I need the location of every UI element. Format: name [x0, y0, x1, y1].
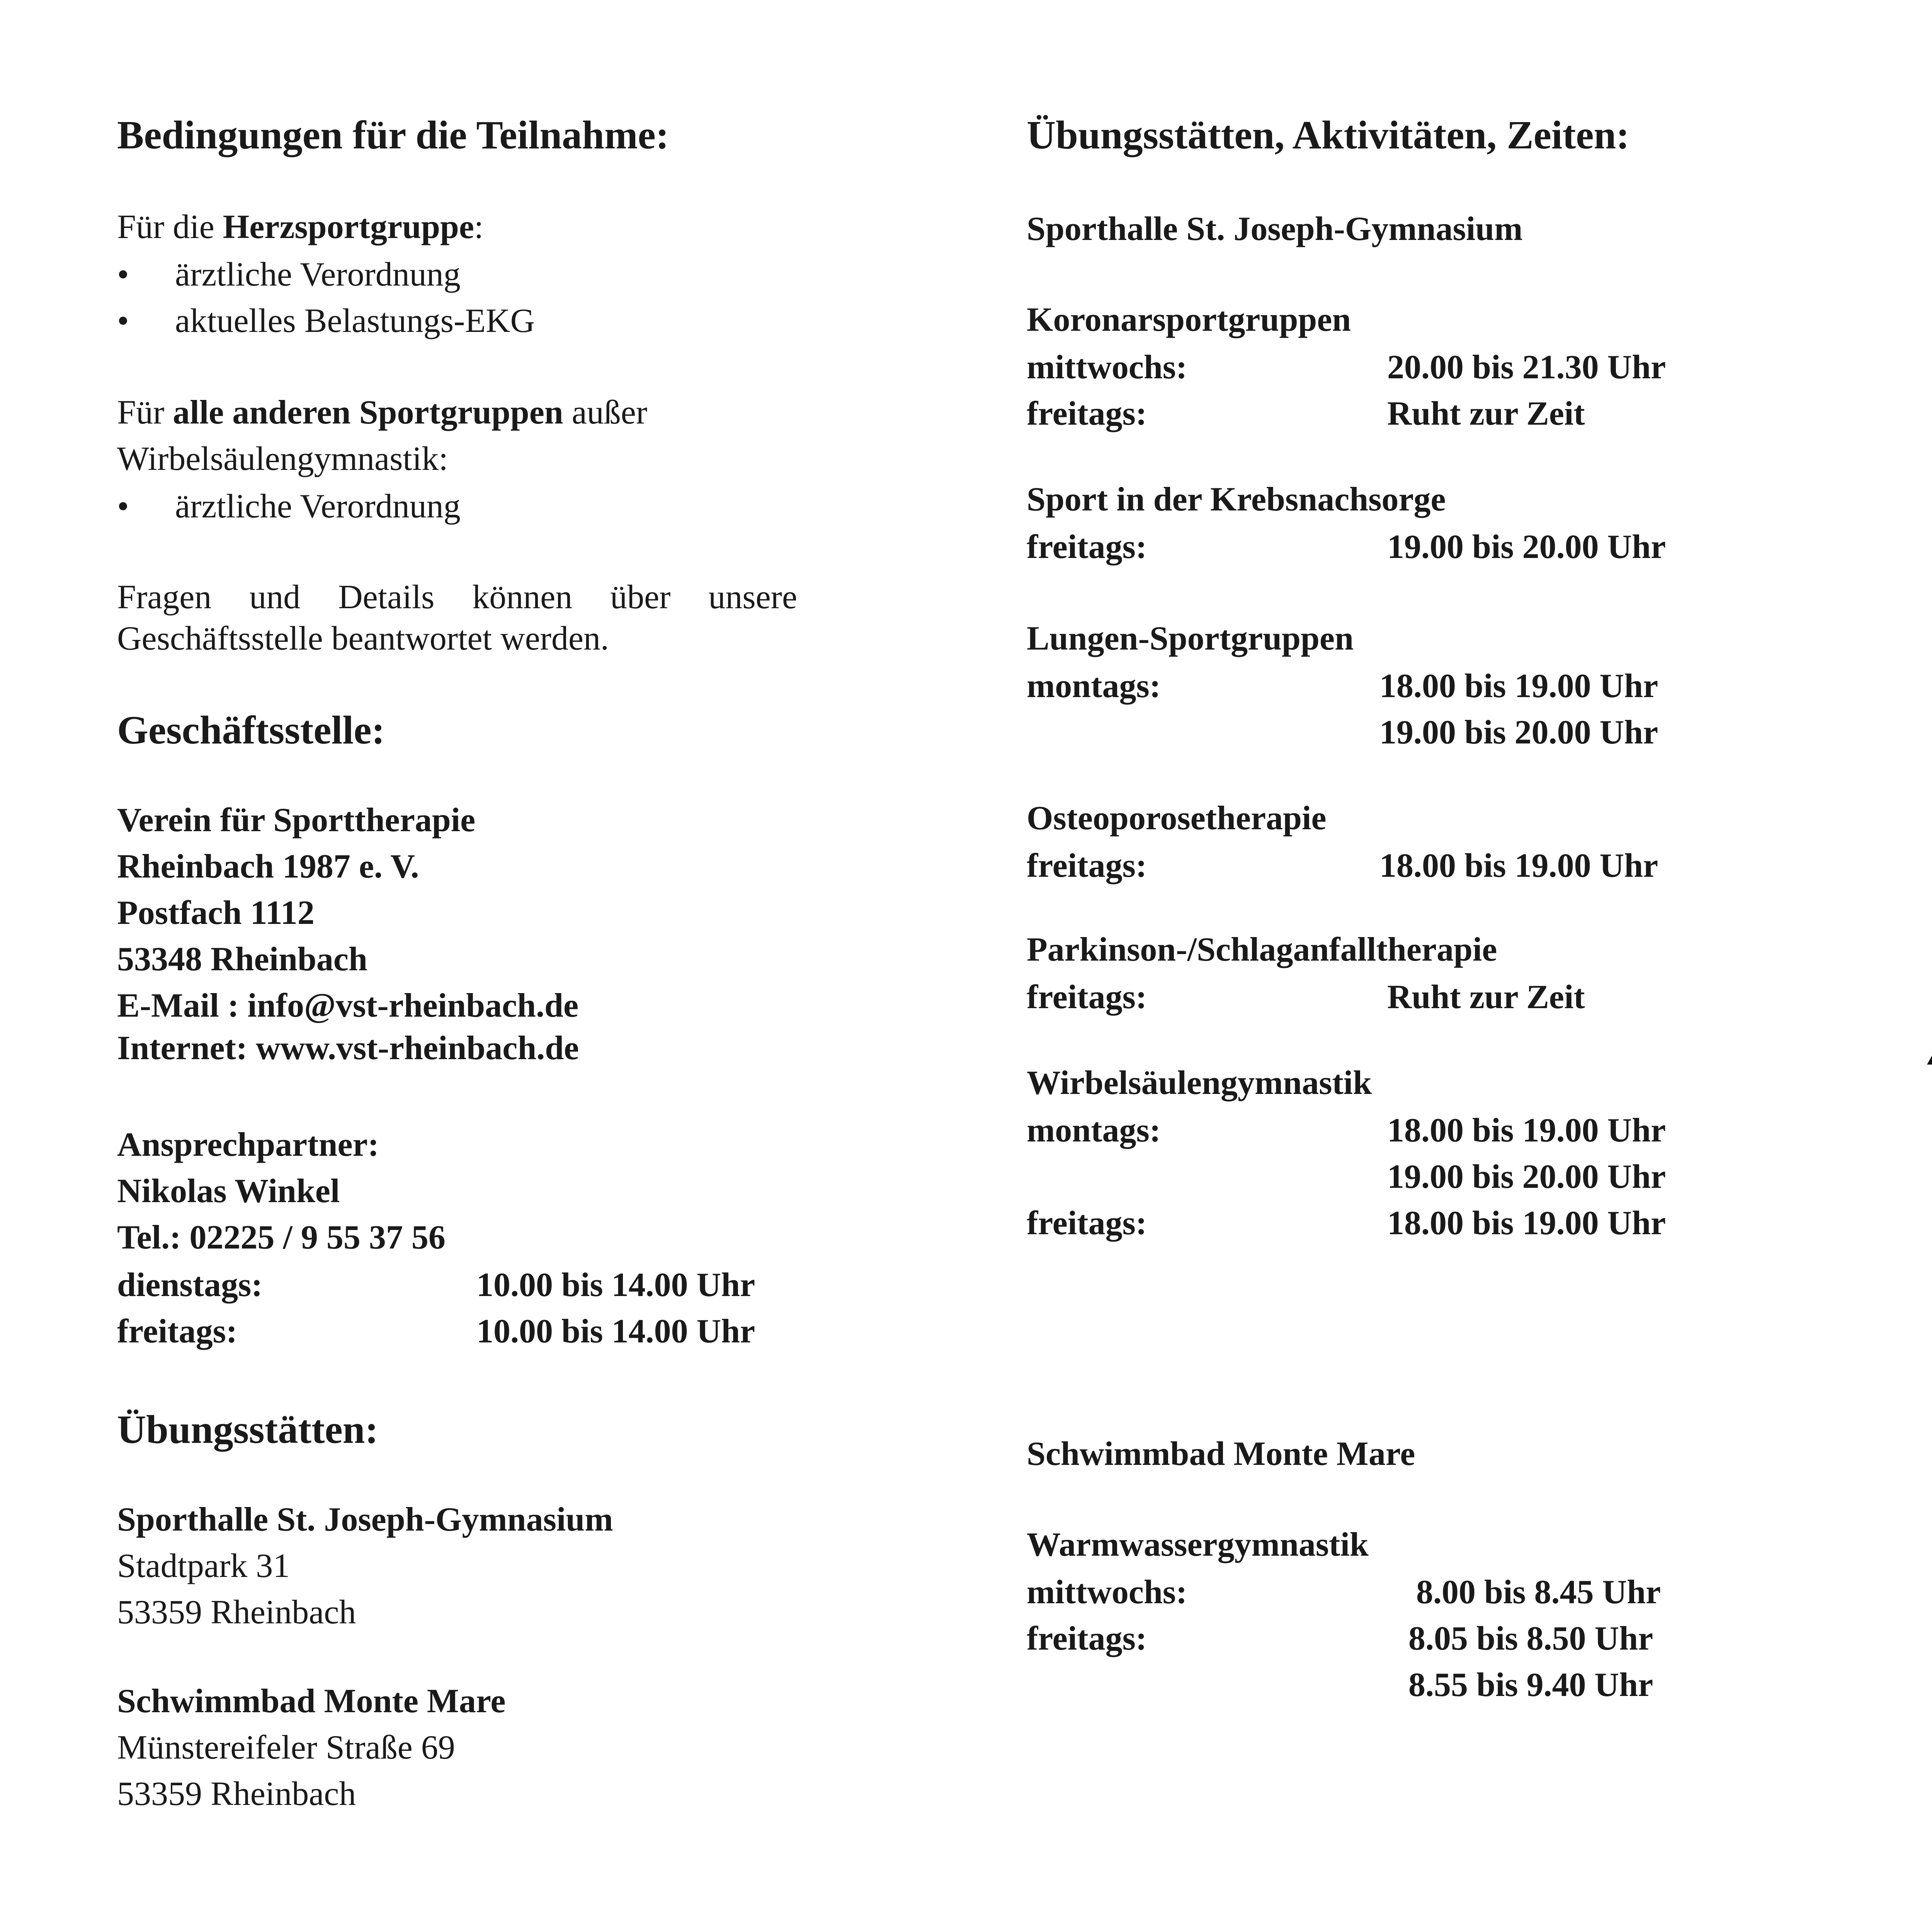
other-bold: alle anderen Sportgruppen — [173, 394, 563, 431]
questions-line2: Geschäftsstelle beantwortet werden. — [117, 620, 609, 657]
office-internet: Internet: www.vst-rheinbach.de — [117, 1029, 579, 1067]
office-line: Rheinbach 1987 e. V. — [117, 848, 419, 885]
questions-line1: Fragen und Details können über unsere — [117, 578, 797, 616]
herz-intro — [117, 209, 483, 246]
venue1-name: Sporthalle St. Joseph-Gymnasium — [117, 1501, 613, 1538]
venues-heading: Übungsstätten: — [117, 1407, 379, 1452]
conditions-heading: Bedingungen für die Teilnahme: — [117, 113, 669, 157]
other-pre: Für — [117, 394, 173, 431]
schedule-heading: Übungsstätten, Aktivitäten, Zeiten: — [1027, 113, 1630, 157]
venue2-street: Münstereifeler Straße 69 — [117, 1729, 455, 1766]
group-name: Osteoporosetherapie — [1027, 799, 1327, 837]
venue2-name: Schwimmbad Monte Mare — [117, 1682, 506, 1720]
group-time: Ruht zur Zeit — [1387, 395, 1585, 432]
flyer-page: Bedingungen für die Teilnahme: Für die Herzsportgruppe: • ärztliche Verordnung • aktuelles Belastungs-EKG Für alle anderen Sportgruppen außer Wirbelsäulengymnastik: • ärztliche Verordnung Fragen und Details können über unsere Geschäftsstelle beantwortet werden. Geschäftsstelle: Verein für Sporttherapie Rheinbach 1987 e. V. Postfach 1112 53348 Rheinbach E-Mail : info@vst-rheinbach.de Internet: www.vst-rheinbach.de Ansprechpartner: Nikolas Winkel Tel.: 02225 / 9 55 37 56 dienstags: 10.00 bis 14.00 Uhr freitags: 10.00 bis 14.00 Uhr Übungsstätten: Sporthalle St. Joseph-Gymnasium Stadtpark 31 53359 Rheinbach Schwimmbad Monte Mare Münstereifeler Straße 69 53359 Rheinbach Übungsstätten, Aktivitäten, Zeiten: Sporthalle St. Joseph-Gymnasium Koronarsportgruppen mittwochs: 20.00 bis 21.30 Uhr freitags: Ruht zur Zeit Sport in der Krebsnachsorge freitags: 19.00 bis 20.00 Uhr Lungen-Sportgruppen montags: 18.00 bis 19.00 Uhr 19.00 bis 20.00 Uhr Osteoporosetherapie freitags: 18.00 bis 19.00 Uhr Parkinson-/Schlaganfalltherapie freitags: Ruht zur Zeit Wirbelsäulengymnastik montags: 18.00 bis 19.00 Uhr 19.00 bis 20.00 Uhr freitags: 18.00 bis 19.00 Uhr Schwimmbad Monte Mare Warmwassergymnastik mittwochs: 8.00 bis 8.45 Uhr freitags: 8.05 bis 8.50 Uhr 8.55 bis 9.40 Uhr — [117, 113, 1666, 1813]
contact-label: Ansprechpartner: — [117, 1126, 379, 1163]
group-name: Koronarsportgruppen — [1027, 301, 1351, 338]
group-name: Wirbelsäulengymnastik — [1027, 1064, 1372, 1102]
schedule-venue2: Schwimmbad Monte Mare — [1027, 1435, 1415, 1473]
contact-phone: Tel.: 02225 / 9 55 37 56 — [117, 1219, 446, 1256]
group-time: 18.00 bis 19.00 Uhr — [1387, 1204, 1666, 1242]
group-time: 19.00 bis 20.00 Uhr — [1387, 528, 1666, 566]
group-name: Sport in der Krebsnachsorge — [1027, 481, 1446, 518]
group-name: Warmwassergymnastik — [1027, 1526, 1369, 1563]
group-time: 20.00 bis 21.30 Uhr — [1387, 349, 1666, 386]
venue1-city: 53359 Rheinbach — [117, 1594, 356, 1631]
office-line: Postfach 1112 — [117, 894, 315, 932]
group-day: montags: — [1027, 1112, 1161, 1149]
group-day: freitags: — [1027, 528, 1147, 566]
group-time: 19.00 bis 20.00 Uhr — [1379, 714, 1658, 751]
group-time: 8.05 bis 8.50 Uhr — [1408, 1620, 1653, 1657]
group-time: 18.00 bis 19.00 Uhr — [1379, 847, 1658, 885]
schedule-venue1: Sporthalle St. Joseph-Gymnasium — [1027, 210, 1523, 248]
hours-time: 10.00 bis 14.00 Uhr — [476, 1313, 755, 1350]
herz-bold: Herzsportgruppe — [223, 208, 474, 246]
hours-time: 10.00 bis 14.00 Uhr — [476, 1266, 755, 1304]
group-time: 18.00 bis 19.00 Uhr — [1379, 667, 1658, 705]
contact-name: Nikolas Winkel — [117, 1172, 340, 1210]
group-day: freitags: — [1027, 1204, 1147, 1242]
group-name: Lungen-Sportgruppen — [1027, 620, 1354, 657]
office-line: Verein für Sporttherapie — [117, 801, 476, 839]
group-day: freitags: — [1027, 978, 1147, 1016]
group-day: mittwochs: — [1027, 1573, 1187, 1611]
group-day: montags: — [1027, 667, 1161, 705]
other-line2: Wirbelsäulengymnastik: — [117, 440, 448, 478]
hours-day: freitags: — [117, 1313, 238, 1350]
group-time: 8.55 bis 9.40 Uhr — [1408, 1666, 1653, 1704]
group-day: freitags: — [1027, 395, 1147, 432]
venue1-street: Stadtpark 31 — [117, 1547, 290, 1585]
group-day: freitags: — [1027, 847, 1147, 885]
hours-day: dienstags: — [117, 1266, 263, 1304]
office-email: E-Mail : info@vst-rheinbach.de — [117, 987, 579, 1024]
group-name: Parkinson-/Schlaganfalltherapie — [1027, 931, 1497, 968]
office-line: 53348 Rheinbach — [117, 941, 367, 978]
other-post: außer — [563, 394, 648, 431]
group-time: Ruht zur Zeit — [1387, 978, 1585, 1016]
group-day: mittwochs: — [1027, 349, 1187, 386]
group-time: 18.00 bis 19.00 Uhr — [1387, 1112, 1666, 1149]
group-day: freitags: — [1027, 1620, 1147, 1657]
other-intro — [117, 394, 647, 432]
herz-post: : — [474, 208, 484, 246]
venue2-city: 53359 Rheinbach — [117, 1775, 356, 1813]
office-heading: Geschäftsstelle: — [117, 708, 385, 752]
group-time: 19.00 bis 20.00 Uhr — [1387, 1158, 1666, 1196]
herz-pre: Für die — [117, 208, 223, 246]
group-time: 8.00 bis 8.45 Uhr — [1416, 1573, 1661, 1611]
